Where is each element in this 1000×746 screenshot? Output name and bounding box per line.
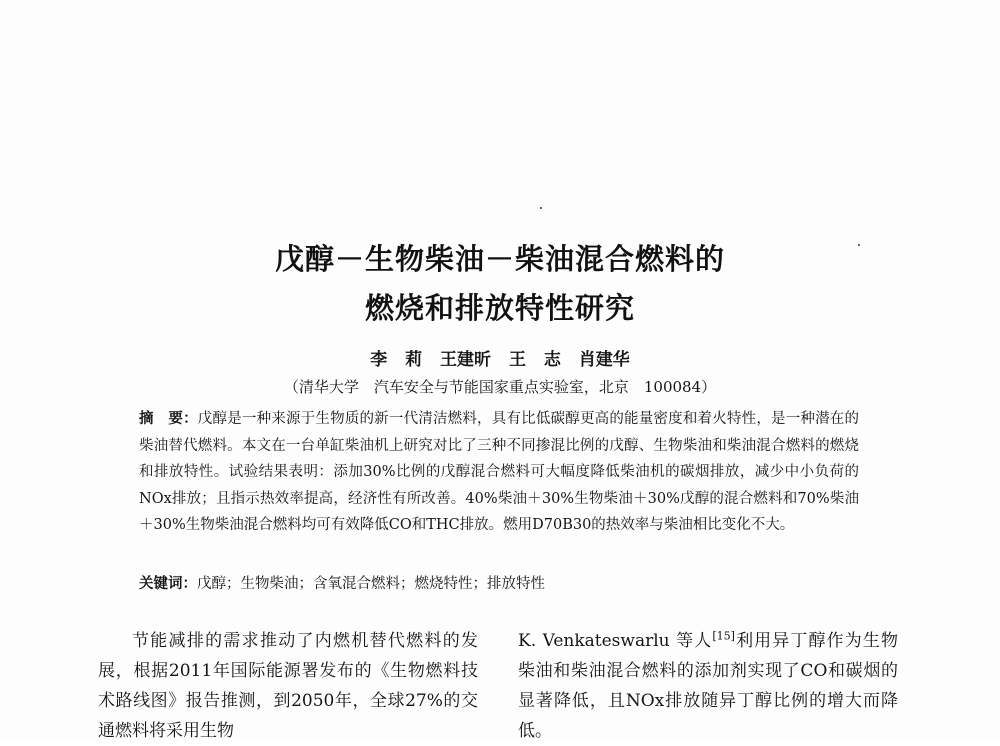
body-text-right-b: 利用异丁醇作为生物柴油和柴油混合燃料的添加剂实现了CO和碳烟的显著降低，且NOx排放随异丁醇比例的增大而降低。 <box>518 631 899 741</box>
keywords-text: 戊醇；生物柴油；含氧混合燃料；燃烧特性；排放特性 <box>197 576 545 592</box>
abstract-text: 戊醇是一种来源于生物质的新一代清洁燃料，具有比低碳醇更高的能量密度和着火特性，是一种潜在的柴油替代燃料。本文在一台单缸柴油机上研究对比了三种不同掺混比例的戊醇、生物柴油和柴油混合燃料的燃烧和排放特性。试验结果表明：添加30%比例的戊醇混合燃料可大幅度降低柴油机的碳烟排放，减少中小负荷的NOx排放；且指示热效率提高，经济性有所改善。40%柴油＋30%生物柴油＋30%戊醇的混合燃料和70%柴油＋30%生物柴油混合燃料均可有效降低CO和THC排放。燃用D70B30的热效率与柴油相比变化不大。 <box>139 411 860 533</box>
paper-title-line1: 戊醇－生物柴油－柴油混合燃料的 <box>274 242 725 276</box>
paper-title-line2: 燃烧和排放特性研究 <box>364 291 635 325</box>
scan-speck <box>540 207 542 209</box>
author-list: 李 莉 王建昕 王 志 肖建华 <box>370 350 630 370</box>
author-affiliation: （清华大学 汽车安全与节能国家重点实验室，北京 100084） <box>283 378 717 396</box>
body-text-right-a: K. Venkateswarlu 等人 <box>518 631 713 651</box>
abstract <box>139 406 859 539</box>
body-column-left <box>98 626 478 746</box>
body-column-right <box>518 626 898 746</box>
keywords-label: 关键词： <box>139 576 197 592</box>
keywords <box>139 571 859 597</box>
abstract-label: 摘 要： <box>139 411 198 427</box>
citation-reference: [15] <box>712 629 735 643</box>
body-paragraph-left: 节能减排的需求推动了内燃机替代燃料的发展，根据2011年国际能源署发布的《生物燃料技术路线图》报告推测，到2050年，全球27%的交通燃料将采用生物 <box>98 631 478 741</box>
